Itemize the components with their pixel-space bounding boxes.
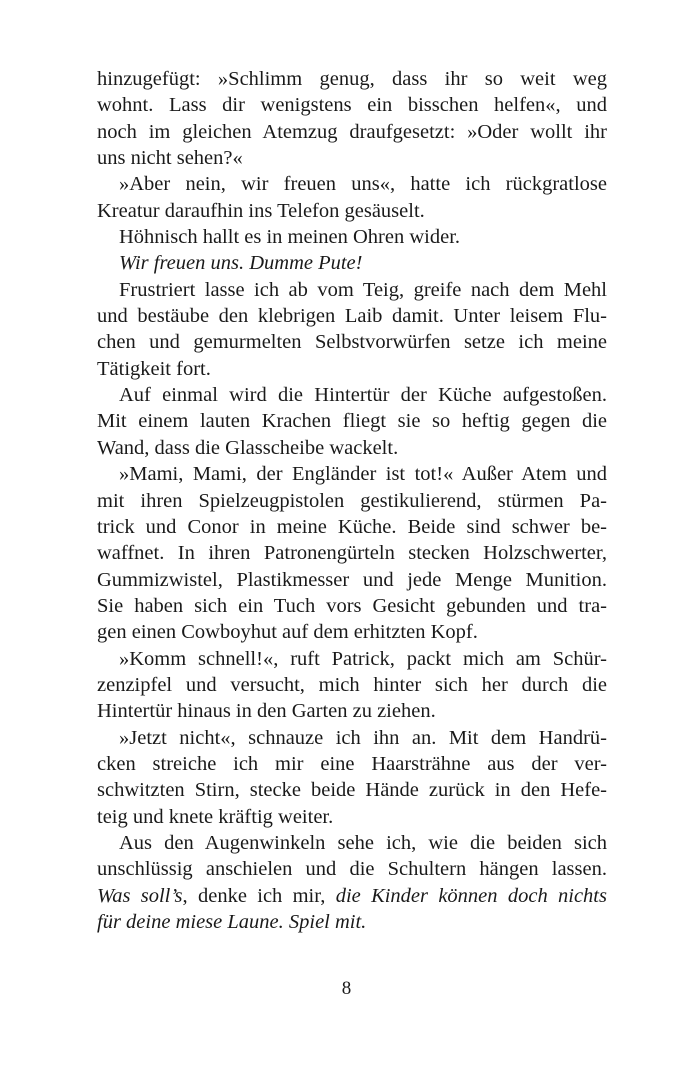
text-segment: zenzipfel und versucht, mich hinter sich her durch die — [97, 673, 607, 696]
paragraph — [97, 224, 607, 250]
text-line — [97, 514, 607, 540]
paragraph — [97, 277, 607, 382]
text-line — [97, 567, 607, 593]
text-segment: Wand, dass die Glasscheibe wackelt. — [97, 436, 399, 459]
italic-text: für deine miese Laune. Spiel mit. — [97, 911, 367, 933]
text-line — [97, 408, 607, 434]
text-line — [97, 856, 607, 882]
text-segment: trick und Conor in meine Küche. Beide sind schwer be- — [97, 515, 607, 538]
text-line — [97, 909, 607, 935]
text-line — [97, 751, 607, 777]
text-line — [97, 804, 607, 830]
text-segment: Höhnisch hallt es in meinen Ohren wider. — [119, 226, 461, 249]
text-line — [97, 646, 607, 672]
text-line — [97, 540, 607, 566]
text-line — [97, 488, 607, 514]
text-segment: Frustriert lasse ich ab vom Teig, greife nach dem Mehl — [119, 278, 607, 301]
text-segment: schwitzten Stirn, stecke beide Hände zurück in den Hefe- — [97, 779, 607, 802]
text-segment: Kreatur daraufhin ins Telefon gesäuselt. — [97, 199, 425, 222]
text-line — [97, 382, 607, 408]
text-line — [97, 224, 607, 250]
text-line — [97, 277, 607, 303]
text-line — [97, 777, 607, 803]
text-segment: »Aber nein, wir freuen uns«, hatte ich rückgratlose — [119, 173, 607, 196]
text-line — [97, 171, 607, 197]
text-line — [97, 92, 607, 118]
page-number: 8 — [341, 978, 352, 999]
text-segment: und bestäube den klebrigen Laib damit. Unter leisem Flu- — [97, 305, 607, 328]
italic-text: Wir freuen uns. Dumme Pute! — [119, 252, 363, 275]
text-line — [97, 198, 607, 224]
text-line — [97, 66, 607, 92]
text-segment: cken streiche ich mir eine Haarsträhne aus der ver- — [97, 752, 607, 775]
text-line — [97, 883, 607, 909]
paragraph — [97, 171, 607, 224]
text-line — [97, 672, 607, 698]
text-segment: Auf einmal wird die Hintertür der Küche aufgestoßen. — [119, 384, 607, 407]
text-segment: gen einen Cowboyhut auf dem erhitzten Kopf. — [97, 621, 478, 644]
text-line — [97, 435, 607, 461]
italic-text: Was soll’s — [97, 884, 183, 907]
text-line — [97, 698, 607, 724]
text-segment: noch im gleichen Atemzug draufgesetzt: »Oder wollt ihr — [97, 120, 607, 143]
text-segment: Tätigkeit fort. — [97, 357, 211, 380]
text-segment: , denke ich mir, — [182, 884, 336, 907]
text-segment: Aus den Augenwinkeln sehe ich, wie die beiden sich — [119, 831, 607, 854]
text-line — [97, 619, 607, 645]
text-segment: unschlüssig anschielen und die Schultern hängen lassen. — [97, 858, 607, 881]
text-segment: hinzugefügt: »Schlimm genug, dass ihr so weit weg — [97, 68, 607, 90]
text-segment: Mit einem lauten Krachen fliegt sie so heftig gegen die — [97, 410, 607, 433]
book-page-text — [97, 66, 607, 935]
text-segment: teig und knete kräftig weiter. — [97, 805, 334, 828]
text-segment: Hintertür hinaus in den Garten zu ziehen. — [97, 700, 436, 723]
text-line — [97, 145, 607, 171]
text-segment: »Komm schnell!«, ruft Patrick, packt mich am Schür- — [119, 647, 607, 670]
text-segment: »Mami, Mami, der Engländer ist tot!« Außer Atem und — [119, 463, 607, 486]
paragraph — [97, 830, 607, 935]
text-segment: waffnet. In ihren Patronengürteln stecken Holzschwerter, — [97, 542, 607, 565]
paragraph — [97, 66, 607, 171]
text-line — [97, 593, 607, 619]
text-segment: Sie haben sich ein Tuch vors Gesicht gebunden und tra- — [97, 594, 607, 617]
text-segment: uns nicht sehen?« — [97, 147, 243, 170]
paragraph — [97, 461, 607, 645]
text-line — [97, 119, 607, 145]
text-line — [97, 303, 607, 329]
paragraph — [97, 725, 607, 830]
text-line — [97, 461, 607, 487]
paragraph — [97, 382, 607, 461]
text-segment: Gummizwistel, Plastikmesser und jede Menge Munition. — [97, 568, 607, 591]
text-line — [97, 329, 607, 355]
text-line — [97, 250, 607, 276]
paragraph — [97, 250, 607, 276]
text-line — [97, 725, 607, 751]
text-segment: wohnt. Lass dir wenigstens ein bisschen helfen«, und — [97, 94, 607, 117]
text-segment: chen und gemurmelten Selbstvorwürfen setze ich meine — [97, 331, 607, 354]
text-line — [97, 830, 607, 856]
italic-text: die Kinder können doch nichts — [335, 884, 607, 907]
paragraph — [97, 646, 607, 725]
text-line — [97, 356, 607, 382]
text-segment: mit ihren Spielzeugpistolen gestikulierend, stürmen Pa- — [97, 489, 607, 512]
text-segment: »Jetzt nicht«, schnauze ich ihn an. Mit dem Handrü- — [119, 726, 607, 749]
